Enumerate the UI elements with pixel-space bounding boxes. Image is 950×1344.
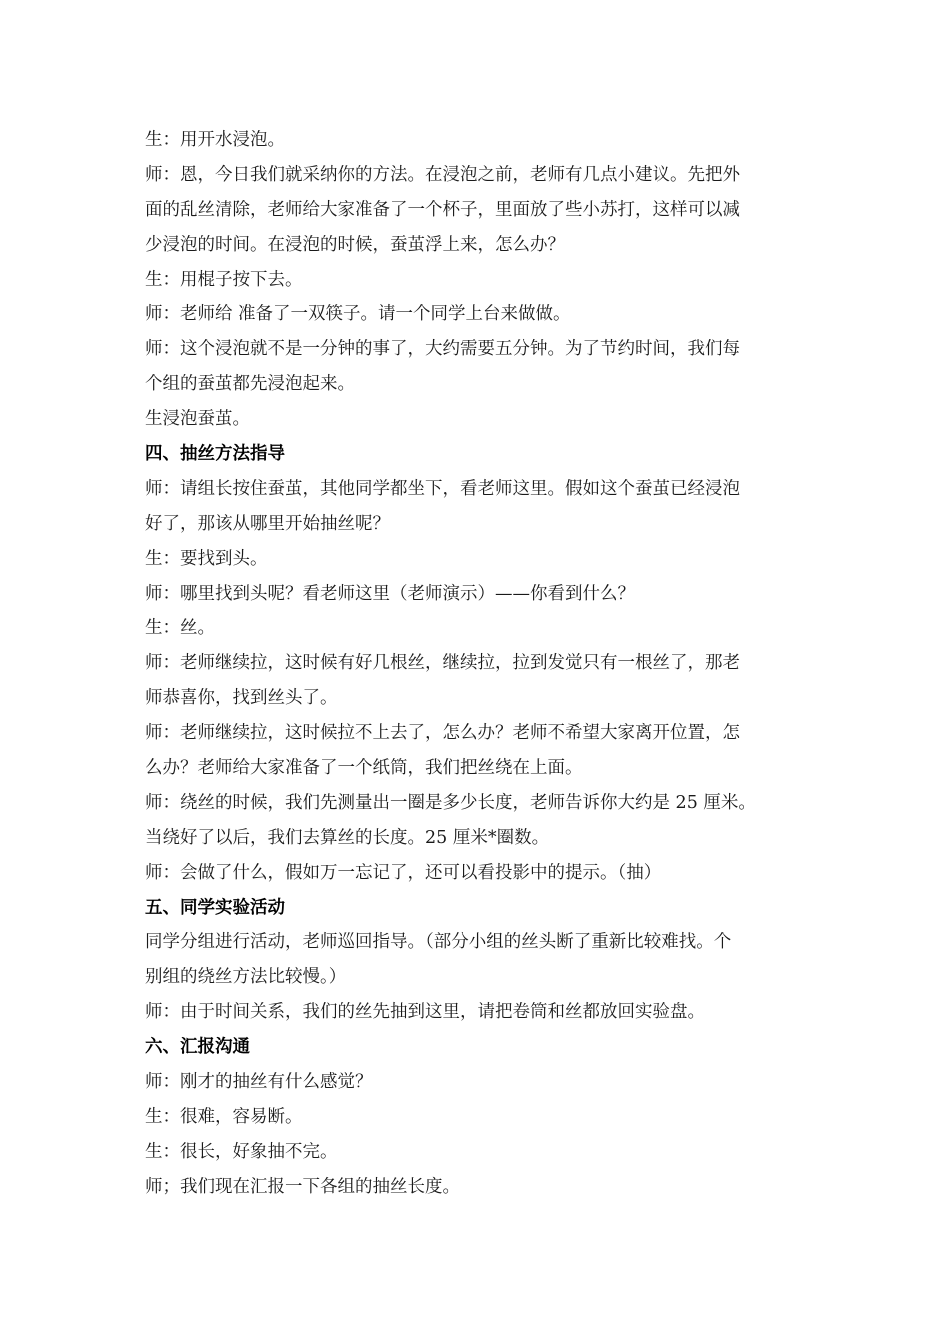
text-line: 生：丝。 bbox=[145, 618, 215, 639]
text-line: 生：很长，好象抽不完。 bbox=[145, 1141, 338, 1162]
text-line: 别组的绕丝方法比较慢。） bbox=[145, 967, 347, 988]
text-line: 师：老师继续拉，这时候有好几根丝，继续拉，拉到发觉只有一根丝了，那老 bbox=[145, 653, 740, 674]
text-line: 师；我们现在汇报一下各组的抽丝长度。 bbox=[145, 1176, 460, 1197]
text-line: 师：老师继续拉，这时候拉不上去了，怎么办？老师不希望大家离开位置，怎 bbox=[145, 723, 740, 744]
text-line: 师：刚才的抽丝有什么感觉？ bbox=[145, 1072, 373, 1093]
text-line: 个组的蚕茧都先浸泡起来。 bbox=[145, 374, 355, 395]
text-line: 师：绕丝的时候，我们先测量出一圈是多少长度，老师告诉你大约是 25 厘米。 bbox=[145, 792, 756, 813]
text-line: 师：请组长按住蚕茧，其他同学都坐下，看老师这里。假如这个蚕茧已经浸泡 bbox=[145, 478, 740, 499]
text-line: 生浸泡蚕茧。 bbox=[145, 409, 250, 430]
text-line: 师恭喜你，找到丝头了。 bbox=[145, 688, 338, 709]
text-line: 生：用开水浸泡。 bbox=[145, 130, 285, 150]
section-heading: 四、抽丝方法指导 bbox=[145, 444, 285, 465]
section-heading: 五、同学实验活动 bbox=[145, 897, 285, 918]
text-line: 师：恩，今日我们就采纳你的方法。在浸泡之前，老师有几点小建议。先把外 bbox=[145, 164, 740, 185]
text-line: 生：要找到头。 bbox=[145, 548, 268, 569]
text-line: 师：会做了什么，假如万一忘记了，还可以看投影中的提示。（抽） bbox=[145, 862, 662, 883]
text-line: 师：老师给 准备了一双筷子。请一个同学上台来做做。 bbox=[145, 304, 571, 325]
text-line: 好了，那该从哪里开始抽丝呢？ bbox=[145, 513, 390, 534]
text-line: 同学分组进行活动，老师巡回指导。（部分小组的丝头断了重新比较难找。个 bbox=[145, 932, 732, 953]
text-line: 生：用棍子按下去。 bbox=[145, 269, 303, 290]
text-line: 当绕好了以后，我们去算丝的长度。25 厘米*圈数。 bbox=[145, 827, 550, 848]
text-line: 生：很难，容易断。 bbox=[145, 1106, 303, 1127]
text-line: 师：这个浸泡就不是一分钟的事了，大约需要五分钟。为了节约时间，我们每 bbox=[145, 339, 740, 360]
document-body bbox=[145, 123, 805, 1205]
text-line: 面的乱丝清除，老师给大家准备了一个杯子，里面放了些小苏打，这样可以减 bbox=[145, 199, 740, 220]
text-line: 师：哪里找到头呢？看老师这里（老师演示）——你看到什么？ bbox=[145, 583, 635, 604]
text-line: 么办？老师给大家准备了一个纸筒，我们把丝绕在上面。 bbox=[145, 758, 583, 779]
section-heading: 六、汇报沟通 bbox=[145, 1037, 250, 1058]
text-line: 师：由于时间关系，我们的丝先抽到这里，请把卷筒和丝都放回实验盘。 bbox=[145, 1002, 705, 1023]
text-line: 少浸泡的时间。在浸泡的时候，蚕茧浮上来，怎么办？ bbox=[145, 234, 565, 255]
